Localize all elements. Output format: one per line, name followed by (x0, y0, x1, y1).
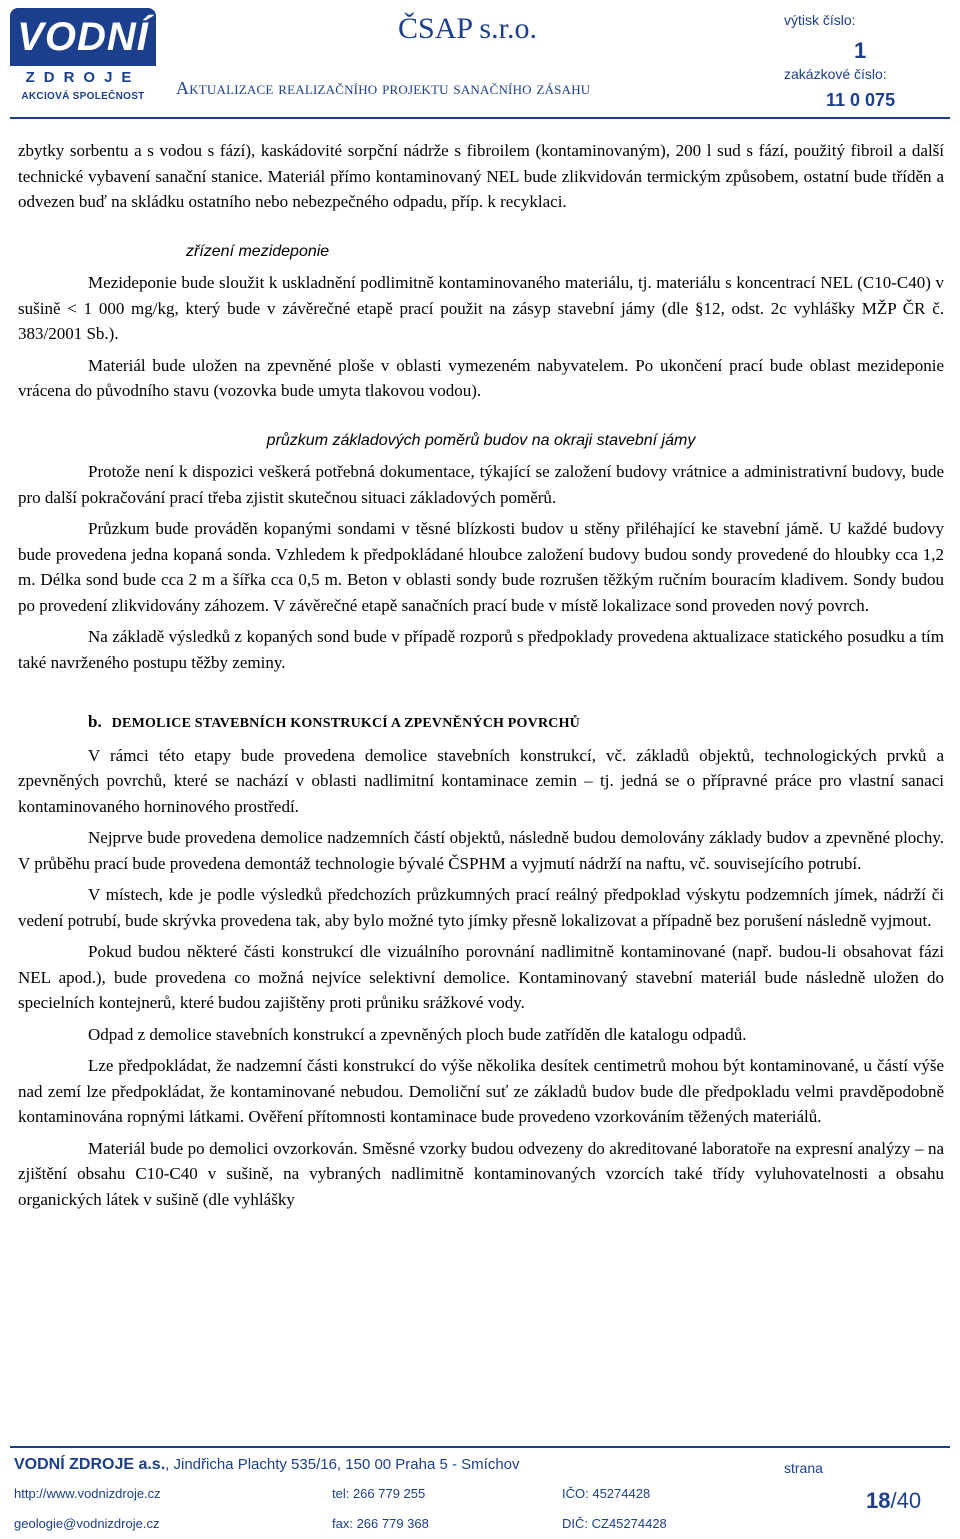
order-number: 11 0 075 (826, 90, 896, 110)
page-current: 18 (866, 1488, 891, 1513)
subheading-mezideponie: zřízení mezideponie (186, 242, 330, 260)
paragraph: Lze předpokládat, že nadzemní části konstrukcí do výše několika desítek centimetrů mohou být kontaminované, u částí výše nad zemí lze předpokládat, že kontaminované nebudou. Demoliční suť ze základů budov bude dle předpokladu velmi pravděpodobně kontaminována ropnými látkami. Ověření přítomnosti kontaminace bude provedeno vzorkováním těžených materiálů. (18, 1056, 944, 1126)
paragraph: Materiál bude uložen na zpevněné ploše v oblasti vymezeném nabyvatelem. Po ukončení prací bude oblast mezideponie vrácena do původního stavu (vozovka bude umyta tlakovou vodou). (18, 355, 944, 400)
client-company: ČSAP s.r.o. (398, 12, 537, 45)
section-number: b. (88, 712, 102, 731)
footer-divider (10, 1446, 950, 1448)
section-heading (18, 709, 944, 737)
section-title: DEMOLICE STAVEBNÍCH KONSTRUKCÍ A ZPEVNĚNÝCH POVRCHŮ (111, 716, 580, 731)
footer-company (14, 1456, 520, 1474)
paragraph: Odpad z demolice stavebních konstrukcí a zpevněných ploch bude zatříděn dle katalogu odpadů. (88, 1024, 747, 1044)
paragraph: Průzkum bude prováděn kopanými sondami v těsné blízkosti budov u stěny přiléhající ke stavební jámě. U každé budovy bude provedena jedna kopaná sonda. Vzhledem k předpokládané hloubce založení budovy budou sondy provedené do hloubky cca 1,2 m. Délka sond bude cca 2 m a šířka cca 0,5 m. Beton v oblasti sondy bude rozrušen těžkým ručním bouracím kladivem. Sondy budou po provedení zlikvidovány záhozem. V závěrečné etapě sanačních prací bude v místě lokalizace sond proveden nový povrch. (18, 519, 944, 615)
logo-sub-text: ZDROJE (25, 69, 141, 86)
page-total: /40 (890, 1488, 922, 1513)
logo-main-text: VODNÍ (10, 8, 156, 66)
subheading-pruzkum: průzkum základových poměrů budov na okraji stavební jámy (266, 431, 696, 449)
paragraph: Protože není k dispozici veškerá potřebná dokumentace, týkající se založení budovy vrátnice a administrativní budovy, bude pro další pokračování prací třeba zjistit skutečnou situaci základových poměrů. (18, 462, 944, 507)
footer-address: , Jindřicha Plachty 535/16, 150 00 Praha 5 - Smíchov (165, 1456, 520, 1473)
paragraph: Pokud budou některé části konstrukcí dle vizuálního porovnání nadlimitně kontaminované (např. budou-li obsahovat fázi NEL apod.), bude provedena co možná nejvíce selektivní demolice. Kontaminovaný stavební materiál bude následně uložen do specielních kontejnerů, které budou zajištěny proti průniku srážkové vody. (18, 942, 944, 1012)
spacer (18, 681, 944, 709)
paragraph: Materiál bude po demolici ovzorkován. Směsné vzorky budou odvezeny do akreditované laboratoře na expresní analýzy – na zjištění obsahu C10-C40 v sušině, na vybraných nadlimitně kontaminovaných vzorcích také třídy vyluhovatelnosti a obsahu organických látek v sušině (dle vyhlášky (18, 1138, 944, 1209)
document-body (18, 138, 944, 1218)
paragraph: Na základě výsledků z kopaných sond bude v případě rozporů s předpoklady provedena aktualizace statického posudku a tím také navrženého postupu těžby zeminy. (18, 627, 944, 672)
paragraph: Nejprve bude provedena demolice nadzemních částí objektů, následně budou demolovány základy budov a zpevněné plochy. V průběhu prací bude provedena demontáž technologie bývalé ČSPHM a vyjmutí nádrží na naftu, vč. souvisejícího potrubí. (18, 828, 944, 873)
footer-dic: DIČ: CZ45274428 (562, 1516, 667, 1531)
company-logo (10, 8, 156, 108)
footer-ico: IČO: 45274428 (562, 1486, 651, 1501)
header-divider (10, 117, 950, 119)
page-number (866, 1488, 921, 1514)
footer-fax: fax: 266 779 368 (332, 1516, 429, 1531)
page-label: strana (784, 1460, 823, 1476)
page-footer (0, 1446, 960, 1539)
paragraph: zbytky sorbentu a s vodou s fází), kaskádovité sorpční nádrže s fibroilem (kontaminovaným), 200 l sud s fází, použitý fibroil a další technické vybavení sanační stanice. Materiál přímo kontaminovaný NEL bude zlikvidován termickým způsobem, ostatní bude tříděn a odvezen buď na skládku ostatního nebo nebezpečného odpadu, příp. k recyklaci. (18, 141, 944, 211)
paragraph: V rámci této etapy bude provedena demolice stavebních konstrukcí, vč. základů objektů, technologických prvků a zpevněných povrchů, které se nachází v oblasti nadlimitní kontaminace zemin – tj. jedná se o přípravné práce pro vlastní sanaci kontaminovaného horninového prostředí. (18, 745, 944, 816)
print-number-label: výtisk číslo: (784, 12, 856, 28)
print-number: 1 (854, 38, 867, 63)
footer-web-link[interactable]: http://www.vodnizdroje.cz (14, 1486, 161, 1501)
logo-tagline: AKCIOVÁ SPOLEČNOST (21, 91, 145, 102)
footer-phone: tel: 266 779 255 (332, 1486, 426, 1501)
spacer (18, 410, 944, 428)
project-title: Aktualizace realizačního projektu sanačního zásahu (176, 78, 591, 98)
footer-company-name: VODNÍ ZDROJE a.s. (14, 1456, 166, 1473)
spacer (18, 221, 944, 239)
paragraph: V místech, kde je podle výsledků předchozích průzkumných prací reálný předpoklad výskytu podzemních jímek, nádrží či vedení potrubí, bude skrývka provedena tak, aby bylo možné tyto jímky přesně lokalizovat a případně bez porušení následně vyjmout. (18, 885, 944, 930)
footer-email-link[interactable]: geologie@vodnizdroje.cz (14, 1516, 160, 1531)
page-header (0, 0, 960, 120)
paragraph: Mezideponie bude sloužit k uskladnění podlimitně kontaminovaného materiálu, tj. materiálu s koncentrací NEL (C10-C40) v sušině < 1 000 mg/kg, který bude v závěrečné etapě prací použit na zásyp stavební jámy (dle §12, odst. 2c vyhlášky MŽP ČR č. 383/2001 Sb.). (18, 273, 944, 343)
order-number-label: zakázkové číslo: (784, 66, 887, 82)
